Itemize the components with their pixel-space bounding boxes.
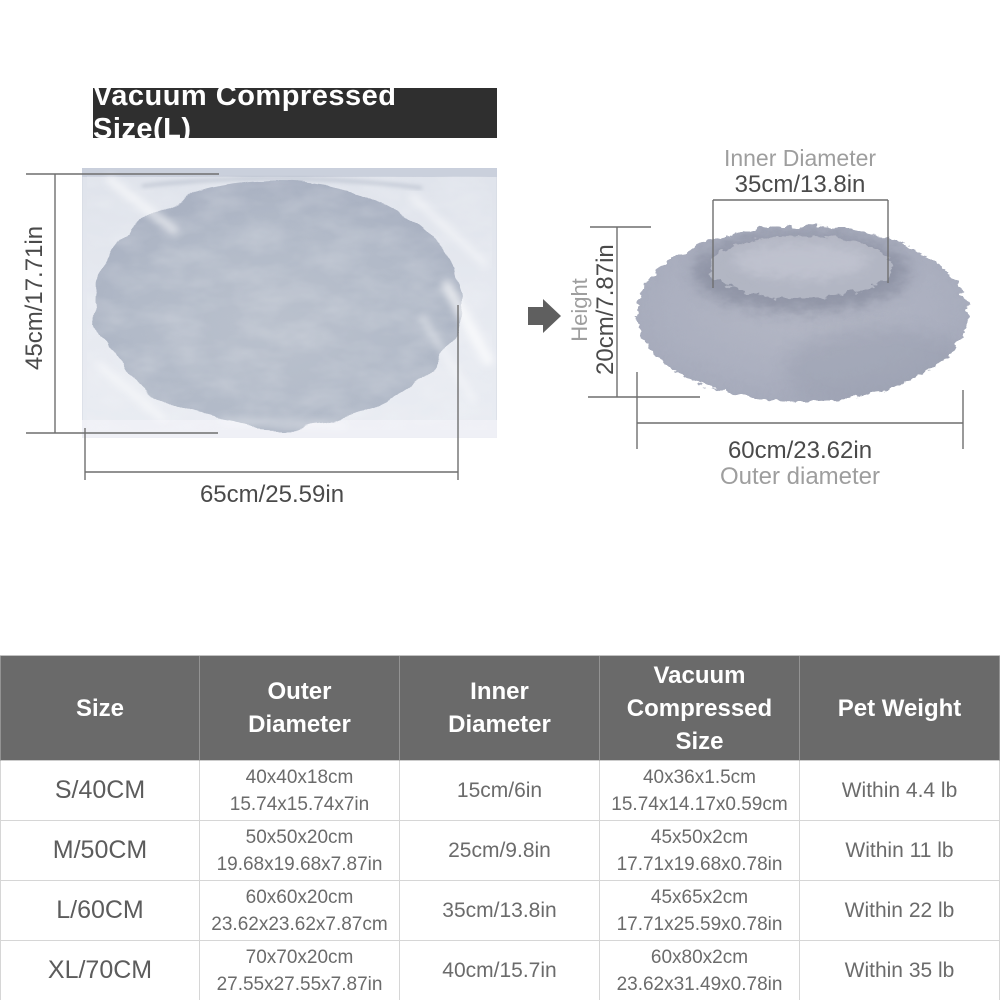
outer-diameter-label: Outer diameter bbox=[719, 463, 881, 490]
column-header-outer: Outer Diameter bbox=[200, 656, 400, 761]
compressed-width-dim-label: 65cm/25.59in bbox=[199, 481, 345, 508]
table-cell-weight: Within 11 lb bbox=[800, 821, 1000, 881]
column-header-size: Size bbox=[0, 656, 200, 761]
table-cell-vacuum: 45x65x2cm 17.71x25.59x0.78in bbox=[600, 881, 800, 941]
outer-diameter-value: 60cm/23.62in bbox=[727, 437, 873, 464]
inner-diameter-label: Inner Diameter bbox=[723, 145, 877, 171]
table-cell-outer: 60x60x20cm 23.62x23.62x7.87cm bbox=[200, 881, 400, 941]
inner-diameter-value: 35cm/13.8in bbox=[734, 171, 866, 198]
table-cell-outer: 50x50x20cm 19.68x19.68x7.87in bbox=[200, 821, 400, 881]
compressed-bed-photo bbox=[82, 168, 497, 438]
table-cell-inner: 40cm/15.7in bbox=[400, 941, 600, 1000]
compressed-height-dim-label: 45cm/17.71in bbox=[21, 225, 48, 370]
column-header-vacuum: Vacuum Compressed Size bbox=[600, 656, 800, 761]
table-cell-size: S/40CM bbox=[0, 761, 200, 821]
donut-bed-photo bbox=[630, 220, 975, 408]
column-header-weight: Pet Weight bbox=[800, 656, 1000, 761]
page-title: Vacuum Compressed Size(L) bbox=[93, 80, 397, 145]
table-cell-inner: 25cm/9.8in bbox=[400, 821, 600, 881]
height-label: Height bbox=[567, 278, 592, 342]
table-cell-vacuum: 45x50x2cm 17.71x19.68x0.78in bbox=[600, 821, 800, 881]
table-cell-outer: 70x70x20cm 27.55x27.55x7.87in bbox=[200, 941, 400, 1000]
table-cell-size: M/50CM bbox=[0, 821, 200, 881]
table-cell-outer: 40x40x18cm 15.74x15.74x7in bbox=[200, 761, 400, 821]
arrow-right-icon bbox=[528, 299, 561, 333]
table-cell-vacuum: 60x80x2cm 23.62x31.49x0.78in bbox=[600, 941, 800, 1000]
table-cell-size: L/60CM bbox=[0, 881, 200, 941]
bed-height-dim-label bbox=[567, 245, 619, 375]
table-cell-inner: 35cm/13.8in bbox=[400, 881, 600, 941]
table-cell-size: XL/70CM bbox=[0, 941, 200, 1000]
table-cell-inner: 15cm/6in bbox=[400, 761, 600, 821]
column-header-inner: Inner Diameter bbox=[400, 656, 600, 761]
table-cell-weight: Within 22 lb bbox=[800, 881, 1000, 941]
table-cell-vacuum: 40x36x1.5cm 15.74x14.17x0.59cm bbox=[600, 761, 800, 821]
table-cell-weight: Within 35 lb bbox=[800, 941, 1000, 1000]
table-cell-weight: Within 4.4 lb bbox=[800, 761, 1000, 821]
height-value: 20cm/7.87in bbox=[592, 244, 619, 375]
size-table bbox=[0, 655, 1000, 1000]
title-banner bbox=[93, 80, 497, 145]
